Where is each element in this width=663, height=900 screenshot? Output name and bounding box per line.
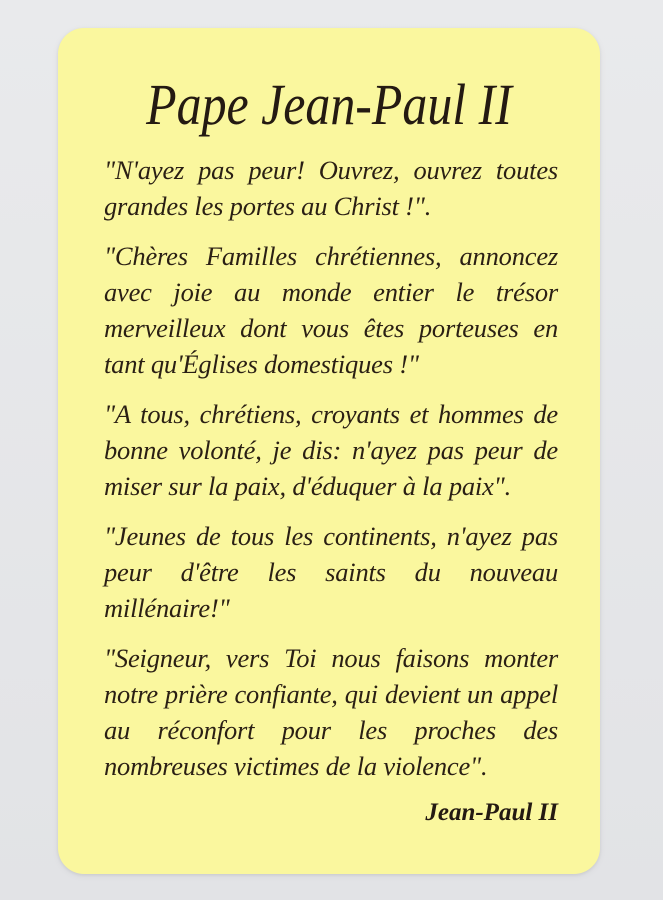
- signature: Jean-Paul II: [425, 799, 558, 826]
- quote-item: "Jeunes de tous les continents, n'ayez pas peur d'être les saints du nouveau millénaire!": [104, 521, 558, 623]
- quote-item: "Seigneur, vers Toi nous faisons monter notre prière confiante, qui devient un appel au réconfort pour les proches des nombreuses victimes de la violence".: [104, 643, 558, 781]
- card-title: Pape Jean-Paul II: [146, 72, 512, 137]
- quote-item: "Chères Familles chrétiennes, annoncez avec joie au monde entier le trésor merveilleux dont vous êtes porteuses en tant qu'Églises domestiques !": [104, 241, 558, 379]
- quote-item: "N'ayez pas peur! Ouvrez, ouvrez toutes grandes les portes au Christ !".: [104, 155, 558, 221]
- quote-item: "A tous, chrétiens, croyants et hommes de bonne volonté, je dis: n'ayez pas peur de miser sur la paix, d'éduquer à la paix".: [104, 399, 558, 501]
- prayer-card: [58, 28, 600, 874]
- quote-list: [104, 152, 558, 784]
